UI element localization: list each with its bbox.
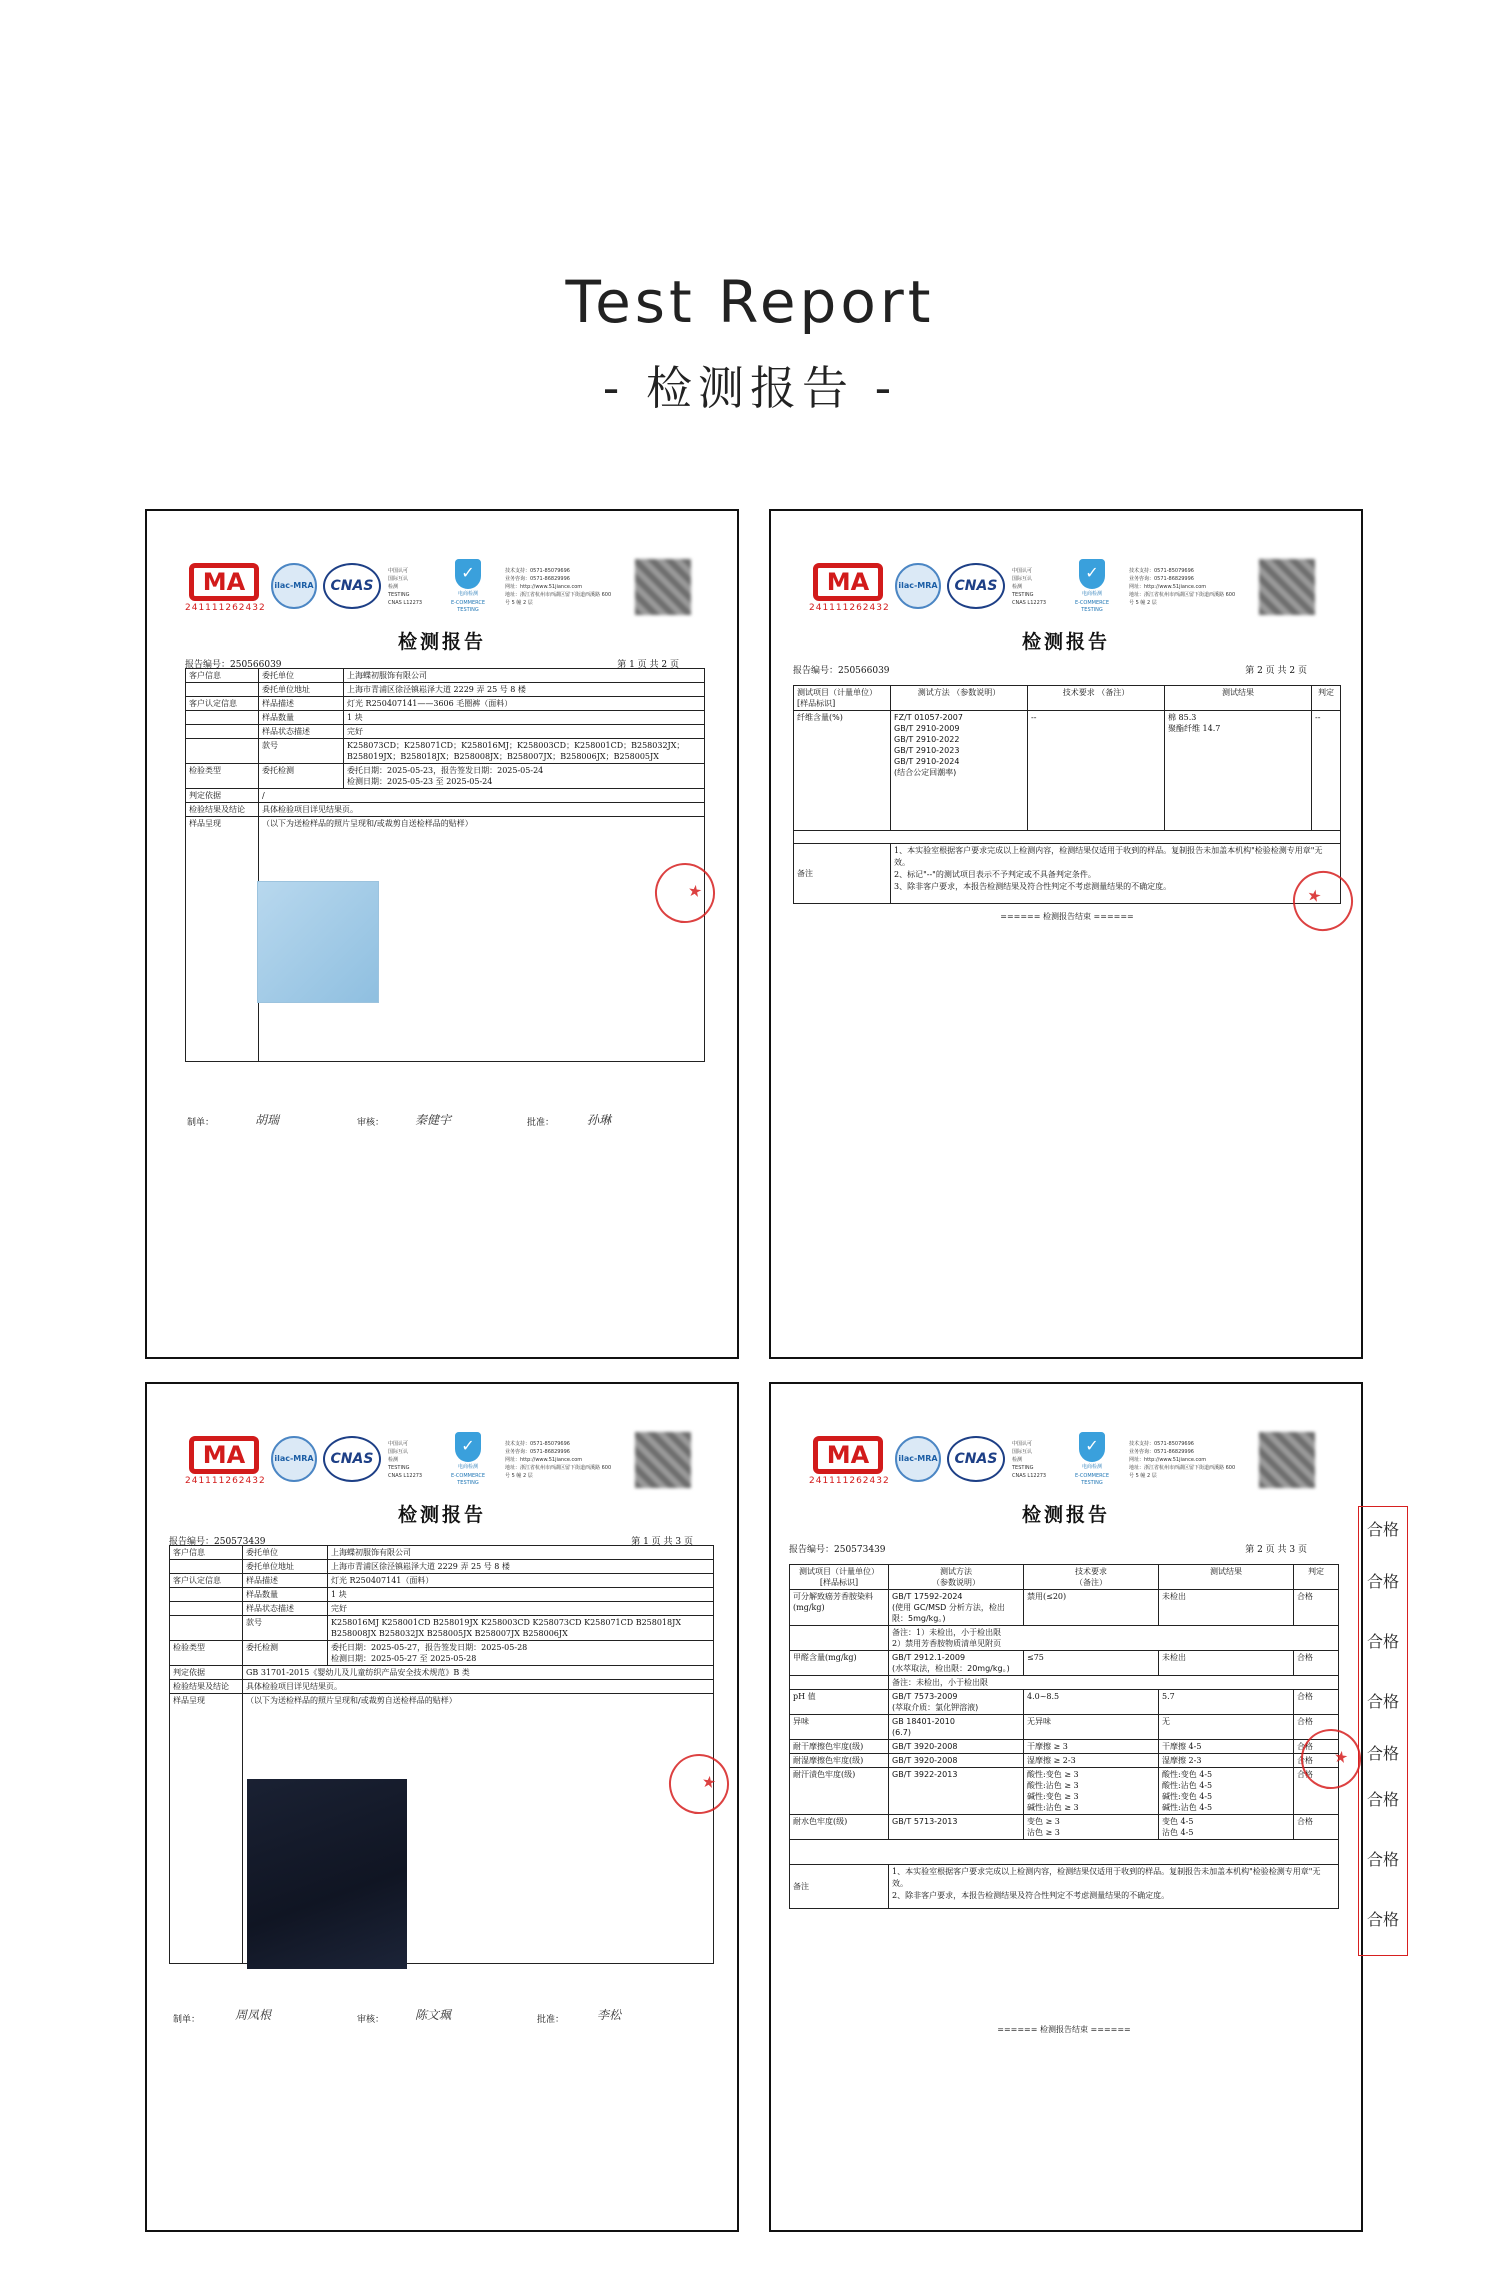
ec-badge-sub: E-COMMERCE TESTING	[450, 1473, 486, 1486]
info-row-label: 样品描述	[259, 697, 344, 711]
info-row-group	[170, 1560, 243, 1574]
ma-number: 241111262432	[185, 603, 266, 613]
test-verdict: 合格	[1294, 1768, 1339, 1815]
qr-code	[1259, 1432, 1315, 1488]
lab-contact-info	[505, 1440, 615, 1480]
info-row-label: 样品描述	[243, 1574, 328, 1588]
cert-line: 检测	[1012, 1457, 1023, 1463]
test-results-table	[789, 1564, 1339, 1909]
report-logos	[185, 1432, 705, 1500]
cert-line: CNAS L12273	[388, 1473, 423, 1479]
info-row-group: 客户认定信息	[170, 1574, 243, 1588]
info-row-label: 款号	[243, 1616, 328, 1641]
check-shield-icon: ✓	[455, 1432, 481, 1462]
ecommerce-testing-badge	[1067, 1432, 1117, 1490]
info-row-group	[186, 711, 259, 725]
test-requirement: 无异味	[1024, 1715, 1159, 1740]
qr-code	[635, 1432, 691, 1488]
sample-photo-blue	[257, 881, 379, 1003]
info-row-group: 检验结果及结论	[170, 1680, 243, 1694]
cnas-logo: CNAS	[947, 563, 1005, 609]
ec-badge-sub: E-COMMERCE TESTING	[1074, 1473, 1110, 1486]
test-result: 棉 85.3 聚酯纤维 14.7	[1165, 711, 1312, 831]
cert-line: 检测	[1012, 584, 1023, 590]
test-results-table	[793, 685, 1341, 904]
test-item: 耐湿摩擦色牢度(级)	[790, 1754, 889, 1768]
notes-label: 备注	[794, 844, 891, 904]
ecommerce-testing-badge	[443, 559, 493, 617]
info-row-group: 判定依据	[170, 1666, 243, 1680]
check-shield-icon: ✓	[455, 559, 481, 589]
report-page-4	[769, 1382, 1363, 2232]
ec-badge-sub: E-COMMERCE TESTING	[1074, 600, 1110, 613]
col-header: 测试项目（计量单位） [样品标识]	[790, 1565, 889, 1590]
red-seal-stamp: ★	[1282, 860, 1363, 942]
test-item: 甲醛含量(mg/kg)	[790, 1651, 889, 1676]
info-row-value: 具体检验项目详见结果页。	[259, 803, 705, 817]
pass-label: 合格	[1366, 1692, 1399, 1711]
approved-by-label: 批准：	[527, 1118, 555, 1128]
cert-line: CNAS L12273	[388, 600, 423, 606]
info-row-value: 上海蝶初服饰有限公司	[344, 669, 705, 683]
info-row-group: 样品呈现	[170, 1694, 243, 1964]
contact-line: 地址：浙江省杭州市西湖区留下街道西溪路 600 号 5 幢 2 层	[505, 592, 612, 606]
col-header-result: 测试结果	[1165, 686, 1312, 711]
info-row-group: 客户认定信息	[186, 697, 259, 711]
test-item: 耐干摩擦色牢度(级)	[790, 1740, 889, 1754]
test-verdict: 合格	[1294, 1815, 1339, 1840]
pass-label: 合格	[1366, 1910, 1399, 1929]
info-row-group	[170, 1602, 243, 1616]
test-method: GB/T 3922-2013	[889, 1768, 1024, 1815]
approved-by-signature: 孙琳	[587, 1113, 612, 1127]
prepared-by-signature: 周凤根	[235, 2008, 272, 2022]
cert-line: CNAS L12273	[1012, 1473, 1047, 1479]
cma-logo	[185, 1436, 266, 1494]
cert-line: 中国认可	[388, 568, 409, 574]
info-row-label: 款号	[259, 739, 344, 764]
test-item: 异味	[790, 1715, 889, 1740]
test-item: pH 值	[790, 1690, 889, 1715]
lab-contact-info	[1129, 567, 1239, 607]
info-row-value: 具体检验项目详见结果页。	[243, 1680, 714, 1694]
cert-line: 中国认可	[1012, 1441, 1033, 1447]
contact-line: 技术支持：0571-85079696	[1129, 1441, 1194, 1447]
info-row-label: 委托单位地址	[259, 683, 344, 697]
test-result: 变色 4-5 沾色 4-5	[1159, 1815, 1294, 1840]
col-header-requirement: 技术要求 （备注）	[1028, 686, 1165, 711]
page-number: 第 2 页 共 2 页	[1245, 666, 1307, 676]
red-seal-stamp: ★	[1296, 1724, 1363, 1794]
ma-text: MA	[189, 1436, 259, 1474]
ec-badge-sub: E-COMMERCE TESTING	[450, 600, 486, 613]
contact-line: 地址：浙江省杭州市西湖区留下街道西溪路 600 号 5 幢 2 层	[1129, 592, 1236, 606]
reviewed-by-label: 审核：	[357, 1118, 385, 1128]
test-method: FZ/T 01057-2007 GB/T 2910-2009 GB/T 2910-2022 GB/T 2910-2023 GB/T 2910-2024 (结合公定回潮率)	[891, 711, 1028, 831]
info-row-label: 样品状态描述	[259, 725, 344, 739]
info-row-group: 检验类型	[186, 764, 259, 789]
test-method: GB/T 3920-2008	[889, 1740, 1024, 1754]
report-title: 检测报告	[1021, 1504, 1110, 1526]
test-requirement: 禁用(≤20)	[1024, 1590, 1159, 1626]
test-requirement: --	[1028, 711, 1165, 831]
report-page-1	[145, 509, 739, 1359]
report-title: 检测报告	[397, 631, 486, 653]
report-number: 报告编号：250566039	[793, 666, 890, 676]
col-header-method: 测试方法 （参数说明）	[891, 686, 1028, 711]
test-result: 酸性:变色 4-5 酸性:沾色 4-5 碱性:变色 4-5 碱性:沾色 4-5	[1159, 1768, 1294, 1815]
report-logos	[809, 559, 1329, 627]
accreditation-text	[388, 1440, 422, 1480]
cma-logo	[809, 563, 890, 621]
qr-code	[1259, 559, 1315, 615]
info-row-group: 检验结果及结论	[186, 803, 259, 817]
lab-contact-info	[1129, 1440, 1239, 1480]
info-row-value: 委托日期：2025-05-23，报告签发日期：2025-05-24 检测日期：2025-05-23 至 2025-05-24	[344, 764, 705, 789]
cma-logo	[809, 1436, 890, 1494]
cnas-logo: CNAS	[947, 1436, 1005, 1482]
ec-badge-label: 电商检测	[457, 591, 478, 597]
test-item: 耐汗渍色牢度(级)	[790, 1768, 889, 1815]
check-shield-icon: ✓	[1079, 1432, 1105, 1462]
ma-text: MA	[189, 563, 259, 601]
cert-line: 国际互认	[1012, 576, 1033, 582]
info-row-label: 委托单位	[243, 1546, 328, 1560]
reviewed-by-signature: 秦健宇	[415, 1113, 452, 1127]
info-row-value: GB 31701-2015《婴幼儿及儿童纺织产品安全技术规范》B 类	[243, 1666, 714, 1680]
info-row-group: 客户信息	[186, 669, 259, 683]
contact-line: 技术支持：0571-85079696	[505, 1441, 570, 1447]
test-requirement: 酸性:变色 ≥ 3 酸性:沾色 ≥ 3 碱性:变色 ≥ 3 碱性:沾色 ≥ 3	[1024, 1768, 1159, 1815]
contact-line: 地址：浙江省杭州市西湖区留下街道西溪路 600 号 5 幢 2 层	[505, 1465, 612, 1479]
accreditation-text	[388, 567, 422, 607]
prepared-by-label: 制单：	[173, 2015, 201, 2025]
contact-line: 网址：http://www.51jiance.com	[505, 584, 583, 590]
reviewed-by-label: 审核：	[357, 2015, 385, 2025]
info-row-group: 客户信息	[170, 1546, 243, 1560]
test-method: GB/T 7573-2009 (萃取介质：氯化钾溶液)	[889, 1690, 1024, 1715]
info-row-value: 完好	[328, 1602, 714, 1616]
info-row-group: 检验类型	[170, 1641, 243, 1666]
reviewed-by-signature: 陈文珮	[415, 2008, 452, 2022]
info-row-value: /	[259, 789, 705, 803]
info-row-value: 上海市青浦区徐泾镇崧泽大道 2229 弄 25 号 8 楼	[328, 1560, 714, 1574]
test-requirement: 变色 ≥ 3 沾色 ≥ 3	[1024, 1815, 1159, 1840]
contact-line: 业务咨询：0571-86829996	[1129, 576, 1194, 582]
contact-line: 网址：http://www.51jiance.com	[505, 1457, 583, 1463]
info-row-label: 委托单位地址	[243, 1560, 328, 1574]
info-row-value: 灯光 R250407141（面料）	[328, 1574, 714, 1588]
page-number: 第 1 页 共 3 页	[631, 1537, 693, 1547]
sample-photo-navy	[247, 1779, 407, 1969]
cnas-logo: CNAS	[323, 563, 381, 609]
contact-line: 业务咨询：0571-86829996	[1129, 1449, 1194, 1455]
test-requirement: 干摩擦 ≥ 3	[1024, 1740, 1159, 1754]
test-verdict: 合格	[1294, 1690, 1339, 1715]
lab-contact-info	[505, 567, 615, 607]
contact-line: 技术支持：0571-85079696	[505, 568, 570, 574]
info-row-value: （以下为送检样品的照片呈现和/或裁剪自送检样品的贴样）	[243, 1694, 714, 1964]
ecommerce-testing-badge	[1067, 559, 1117, 617]
report-title: 检测报告	[1021, 631, 1110, 653]
test-result: 无	[1159, 1715, 1294, 1740]
page-number: 第 2 页 共 3 页	[1245, 1545, 1307, 1555]
ec-badge-label: 电商检测	[1081, 1464, 1102, 1470]
test-method: GB/T 5713-2013	[889, 1815, 1024, 1840]
col-header: 测试结果	[1159, 1565, 1294, 1590]
info-row-value: 上海蝶初服饰有限公司	[328, 1546, 714, 1560]
test-requirement: 湿摩擦 ≥ 2-3	[1024, 1754, 1159, 1768]
test-result: 未检出	[1159, 1590, 1294, 1626]
ec-badge-label: 电商检测	[457, 1464, 478, 1470]
report-title: 检测报告	[397, 1504, 486, 1526]
ma-number: 241111262432	[185, 1476, 266, 1486]
test-method: GB/T 2912.1-2009 (水萃取法，检出限：20mg/kg。)	[889, 1651, 1024, 1676]
test-result: 5.7	[1159, 1690, 1294, 1715]
accreditation-text	[1012, 567, 1046, 607]
pass-annotation-column	[1358, 1506, 1408, 1956]
test-requirement: 4.0~8.5	[1024, 1690, 1159, 1715]
cert-line: 检测	[388, 1457, 399, 1463]
cert-line: 中国认可	[1012, 568, 1033, 574]
end-of-report: ====== 检测报告结束 ======	[1000, 912, 1134, 921]
check-shield-icon: ✓	[1079, 559, 1105, 589]
test-result: 湿摩擦 2-3	[1159, 1754, 1294, 1768]
pass-label: 合格	[1366, 1520, 1399, 1539]
page-title: Test Report	[565, 268, 935, 336]
pass-label: 合格	[1366, 1790, 1399, 1809]
ilac-mra-logo: ilac-MRA	[271, 563, 317, 609]
ma-number: 241111262432	[809, 1476, 890, 1486]
info-row-group: 判定依据	[186, 789, 259, 803]
col-header: 技术要求 （备注）	[1024, 1565, 1159, 1590]
pass-label: 合格	[1366, 1632, 1399, 1651]
info-row-label: 委托检测	[243, 1641, 328, 1666]
ilac-mra-logo: ilac-MRA	[271, 1436, 317, 1482]
test-method: GB/T 17592-2024 (使用 GC/MSD 分析方法，检出限：5mg/kg。)	[889, 1590, 1024, 1626]
info-row-value: 完好	[344, 725, 705, 739]
test-verdict: 合格	[1294, 1651, 1339, 1676]
info-row-group	[170, 1588, 243, 1602]
cnas-logo: CNAS	[323, 1436, 381, 1482]
ec-badge-label: 电商检测	[1081, 591, 1102, 597]
approved-by-signature: 李松	[597, 2008, 622, 2022]
report-number: 报告编号：250573439	[789, 1545, 886, 1555]
report-number: 报告编号：250566039	[185, 660, 282, 670]
info-row-label: 样品数量	[243, 1588, 328, 1602]
info-row-value: K258073CD；K258071CD；K258016MJ；K258003CD；K258001CD；B258032JX；B258019JX；B258018JX；B258008JX；B258007JX；B258006JX；B258005JX	[344, 739, 705, 764]
ilac-mra-logo: ilac-MRA	[895, 563, 941, 609]
col-header: 测试方法 （参数说明）	[889, 1565, 1024, 1590]
test-verdict: 合格	[1294, 1740, 1339, 1754]
info-row-group	[170, 1616, 243, 1641]
page-number: 第 1 页 共 2 页	[617, 660, 679, 670]
contact-line: 网址：http://www.51jiance.com	[1129, 1457, 1207, 1463]
contact-line: 业务咨询：0571-86829996	[505, 1449, 570, 1455]
cert-line: TESTING	[1012, 1465, 1034, 1471]
ecommerce-testing-badge	[443, 1432, 493, 1490]
ma-number: 241111262432	[809, 603, 890, 613]
info-row-value: （以下为送检样品的照片呈现和/或裁剪自送检样品的贴样）	[259, 817, 705, 1062]
cert-line: 国际互认	[388, 576, 409, 582]
test-method: GB/T 3920-2008	[889, 1754, 1024, 1768]
page-subtitle: - 检测报告 -	[602, 361, 898, 415]
cert-line: 中国认可	[388, 1441, 409, 1447]
info-row-label: 委托检测	[259, 764, 344, 789]
report-number: 报告编号：250573439	[169, 1537, 266, 1547]
cert-line: TESTING	[1012, 592, 1034, 598]
cert-line: TESTING	[388, 1465, 410, 1471]
cert-line: CNAS L12273	[1012, 600, 1047, 606]
info-row-label: 样品数量	[259, 711, 344, 725]
info-row-group	[186, 725, 259, 739]
approved-by-label: 批准：	[537, 2015, 565, 2025]
notes-text: 1、本实验室根据客户要求完成以上检测内容，检测结果仅适用于收到的样品。复制报告未加盖本机构"检验检测专用章"无效。 2、除非客户要求，本报告检测结果及符合性判定不考虑测量结果的不确定度。	[889, 1865, 1339, 1909]
test-result: 未检出	[1159, 1651, 1294, 1676]
test-verdict: --	[1312, 711, 1341, 831]
cert-line: TESTING	[388, 592, 410, 598]
info-row-value: K258016MJ K258001CD B258019JX K258003CD K258073CD K258071CD B258018JX B258008JX B258032JX B258005JX B258007JX B258006JX	[328, 1616, 714, 1641]
info-row-group	[186, 683, 259, 697]
info-row-value: 灯光 R250407141——3606 毛圈裤（面料）	[344, 697, 705, 711]
report-logos	[809, 1432, 1329, 1500]
report-page-2	[769, 509, 1363, 1359]
notes-text: 1、本实验室根据客户要求完成以上检测内容，检测结果仅适用于收到的样品。复制报告未加盖本机构"检验检测专用章"无效。 2、标记"--"的测试项目表示不予判定或不具备判定条件。 3、除非客户要求，本报告检测结果及符合性判定不考虑测量结果的不确定度。	[891, 844, 1341, 904]
info-row-label: 样品状态描述	[243, 1602, 328, 1616]
test-item: 纤维含量(%)	[794, 711, 891, 831]
row-remark: 备注：未检出，小于检出限	[889, 1676, 1339, 1690]
info-row-group: 样品呈现	[186, 817, 259, 1062]
qr-code	[635, 559, 691, 615]
col-header: 判定	[1294, 1565, 1339, 1590]
contact-line: 地址：浙江省杭州市西湖区留下街道西溪路 600 号 5 幢 2 层	[1129, 1465, 1236, 1479]
contact-line: 网址：http://www.51jiance.com	[1129, 584, 1207, 590]
ma-text: MA	[813, 563, 883, 601]
test-method: GB 18401-2010 (6.7)	[889, 1715, 1024, 1740]
cert-line: 检测	[388, 584, 399, 590]
notes-label: 备注	[790, 1865, 889, 1909]
red-seal-stamp: ★	[664, 1749, 734, 1819]
prepared-by-signature: 胡瑞	[255, 1113, 280, 1127]
red-seal-stamp: ★	[650, 858, 720, 928]
col-header-verdict: 判定	[1312, 686, 1341, 711]
contact-line: 技术支持：0571-85079696	[1129, 568, 1194, 574]
pass-label: 合格	[1366, 1850, 1399, 1869]
pass-label: 合格	[1366, 1572, 1399, 1591]
info-row-value: 上海市青浦区徐泾镇崧泽大道 2229 弄 25 号 8 楼	[344, 683, 705, 697]
contact-line: 业务咨询：0571-86829996	[505, 576, 570, 582]
info-row-label: 委托单位	[259, 669, 344, 683]
prepared-by-label: 制单：	[187, 1118, 215, 1128]
col-header-item: 测试项目（计量单位） [样品标识]	[794, 686, 891, 711]
info-row-value: 1 块	[344, 711, 705, 725]
cma-logo	[185, 563, 266, 621]
test-requirement: ≤75	[1024, 1651, 1159, 1676]
test-result: 干摩擦 4-5	[1159, 1740, 1294, 1754]
pass-label: 合格	[1366, 1744, 1399, 1763]
info-row-value: 委托日期：2025-05-27，报告签发日期：2025-05-28 检测日期：2025-05-27 至 2025-05-28	[328, 1641, 714, 1666]
test-item: 耐水色牢度(级)	[790, 1815, 889, 1840]
info-row-value: 1 块	[328, 1588, 714, 1602]
ilac-mra-logo: ilac-MRA	[895, 1436, 941, 1482]
test-verdict: 合格	[1294, 1590, 1339, 1626]
cert-line: 国际互认	[388, 1449, 409, 1455]
test-verdict: 合格	[1294, 1754, 1339, 1768]
ma-text: MA	[813, 1436, 883, 1474]
info-row-group	[186, 739, 259, 764]
test-verdict: 合格	[1294, 1715, 1339, 1740]
test-item: 可分解致癌芳香胺染料(mg/kg)	[790, 1590, 889, 1626]
cert-line: 国际互认	[1012, 1449, 1033, 1455]
accreditation-text	[1012, 1440, 1046, 1480]
report-page-3	[145, 1382, 739, 2232]
report-logos	[185, 559, 705, 627]
end-of-report: ====== 检测报告结束 ======	[997, 2025, 1131, 2034]
row-remark: 备注：1）未检出，小于检出限 2）禁用芳香胺物质清单见附页	[889, 1626, 1339, 1651]
